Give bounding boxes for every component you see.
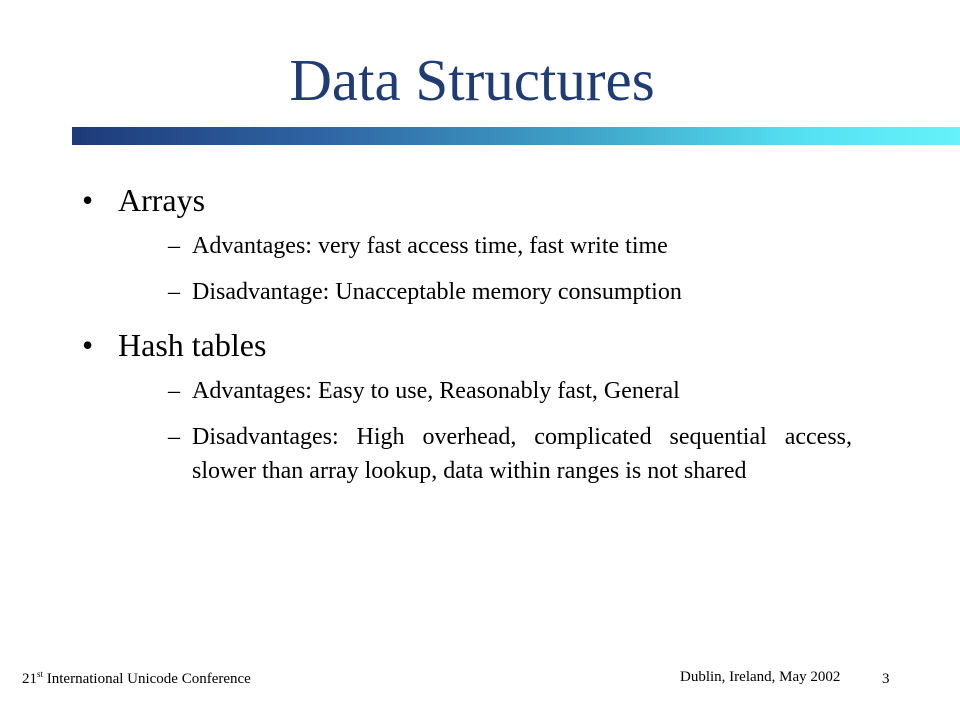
dash-icon: –: [168, 424, 180, 450]
conference-prefix: 21: [22, 671, 37, 687]
title-gradient-rule: [72, 127, 960, 145]
sub-bullet-item: [168, 420, 852, 488]
sub-bullet-text: Disadvantage: Unacceptable memory consumption: [192, 279, 682, 305]
dash-icon: –: [168, 378, 180, 404]
dash-icon: –: [168, 233, 180, 259]
sub-bullet-text: Disadvantages: High overhead, complicated sequential access, slower than array lookup, data within ranges is not shared: [192, 424, 852, 484]
slide-number: 3: [882, 671, 890, 687]
slide-title: Data Structures: [289, 47, 655, 113]
sub-bullet-list: [118, 229, 882, 309]
bullet-text: Hash tables: [118, 327, 267, 363]
bullet-text: Arrays: [118, 182, 206, 218]
conference-ordinal: st: [37, 669, 44, 679]
sub-bullet-item: [168, 275, 852, 309]
sub-bullet-text: Advantages: Easy to use, Reasonably fast, General: [192, 378, 680, 404]
bullet-icon: •: [82, 327, 94, 363]
bullet-icon: •: [82, 182, 94, 218]
bullet-list: [82, 176, 882, 500]
sub-bullet-list: [118, 374, 882, 488]
conference-name: International Unicode Conference: [43, 671, 251, 687]
bullet-item-arrays: [82, 176, 882, 309]
dash-icon: –: [168, 279, 180, 305]
sub-bullet-item: [168, 229, 852, 263]
bullet-item-hash-tables: [82, 321, 882, 488]
footer-location-date: Dublin, Ireland, May 2002: [680, 669, 841, 685]
sub-bullet-item: [168, 374, 852, 408]
footer-conference: [22, 670, 251, 688]
sub-bullet-text: Advantages: very fast access time, fast write time: [192, 233, 668, 259]
